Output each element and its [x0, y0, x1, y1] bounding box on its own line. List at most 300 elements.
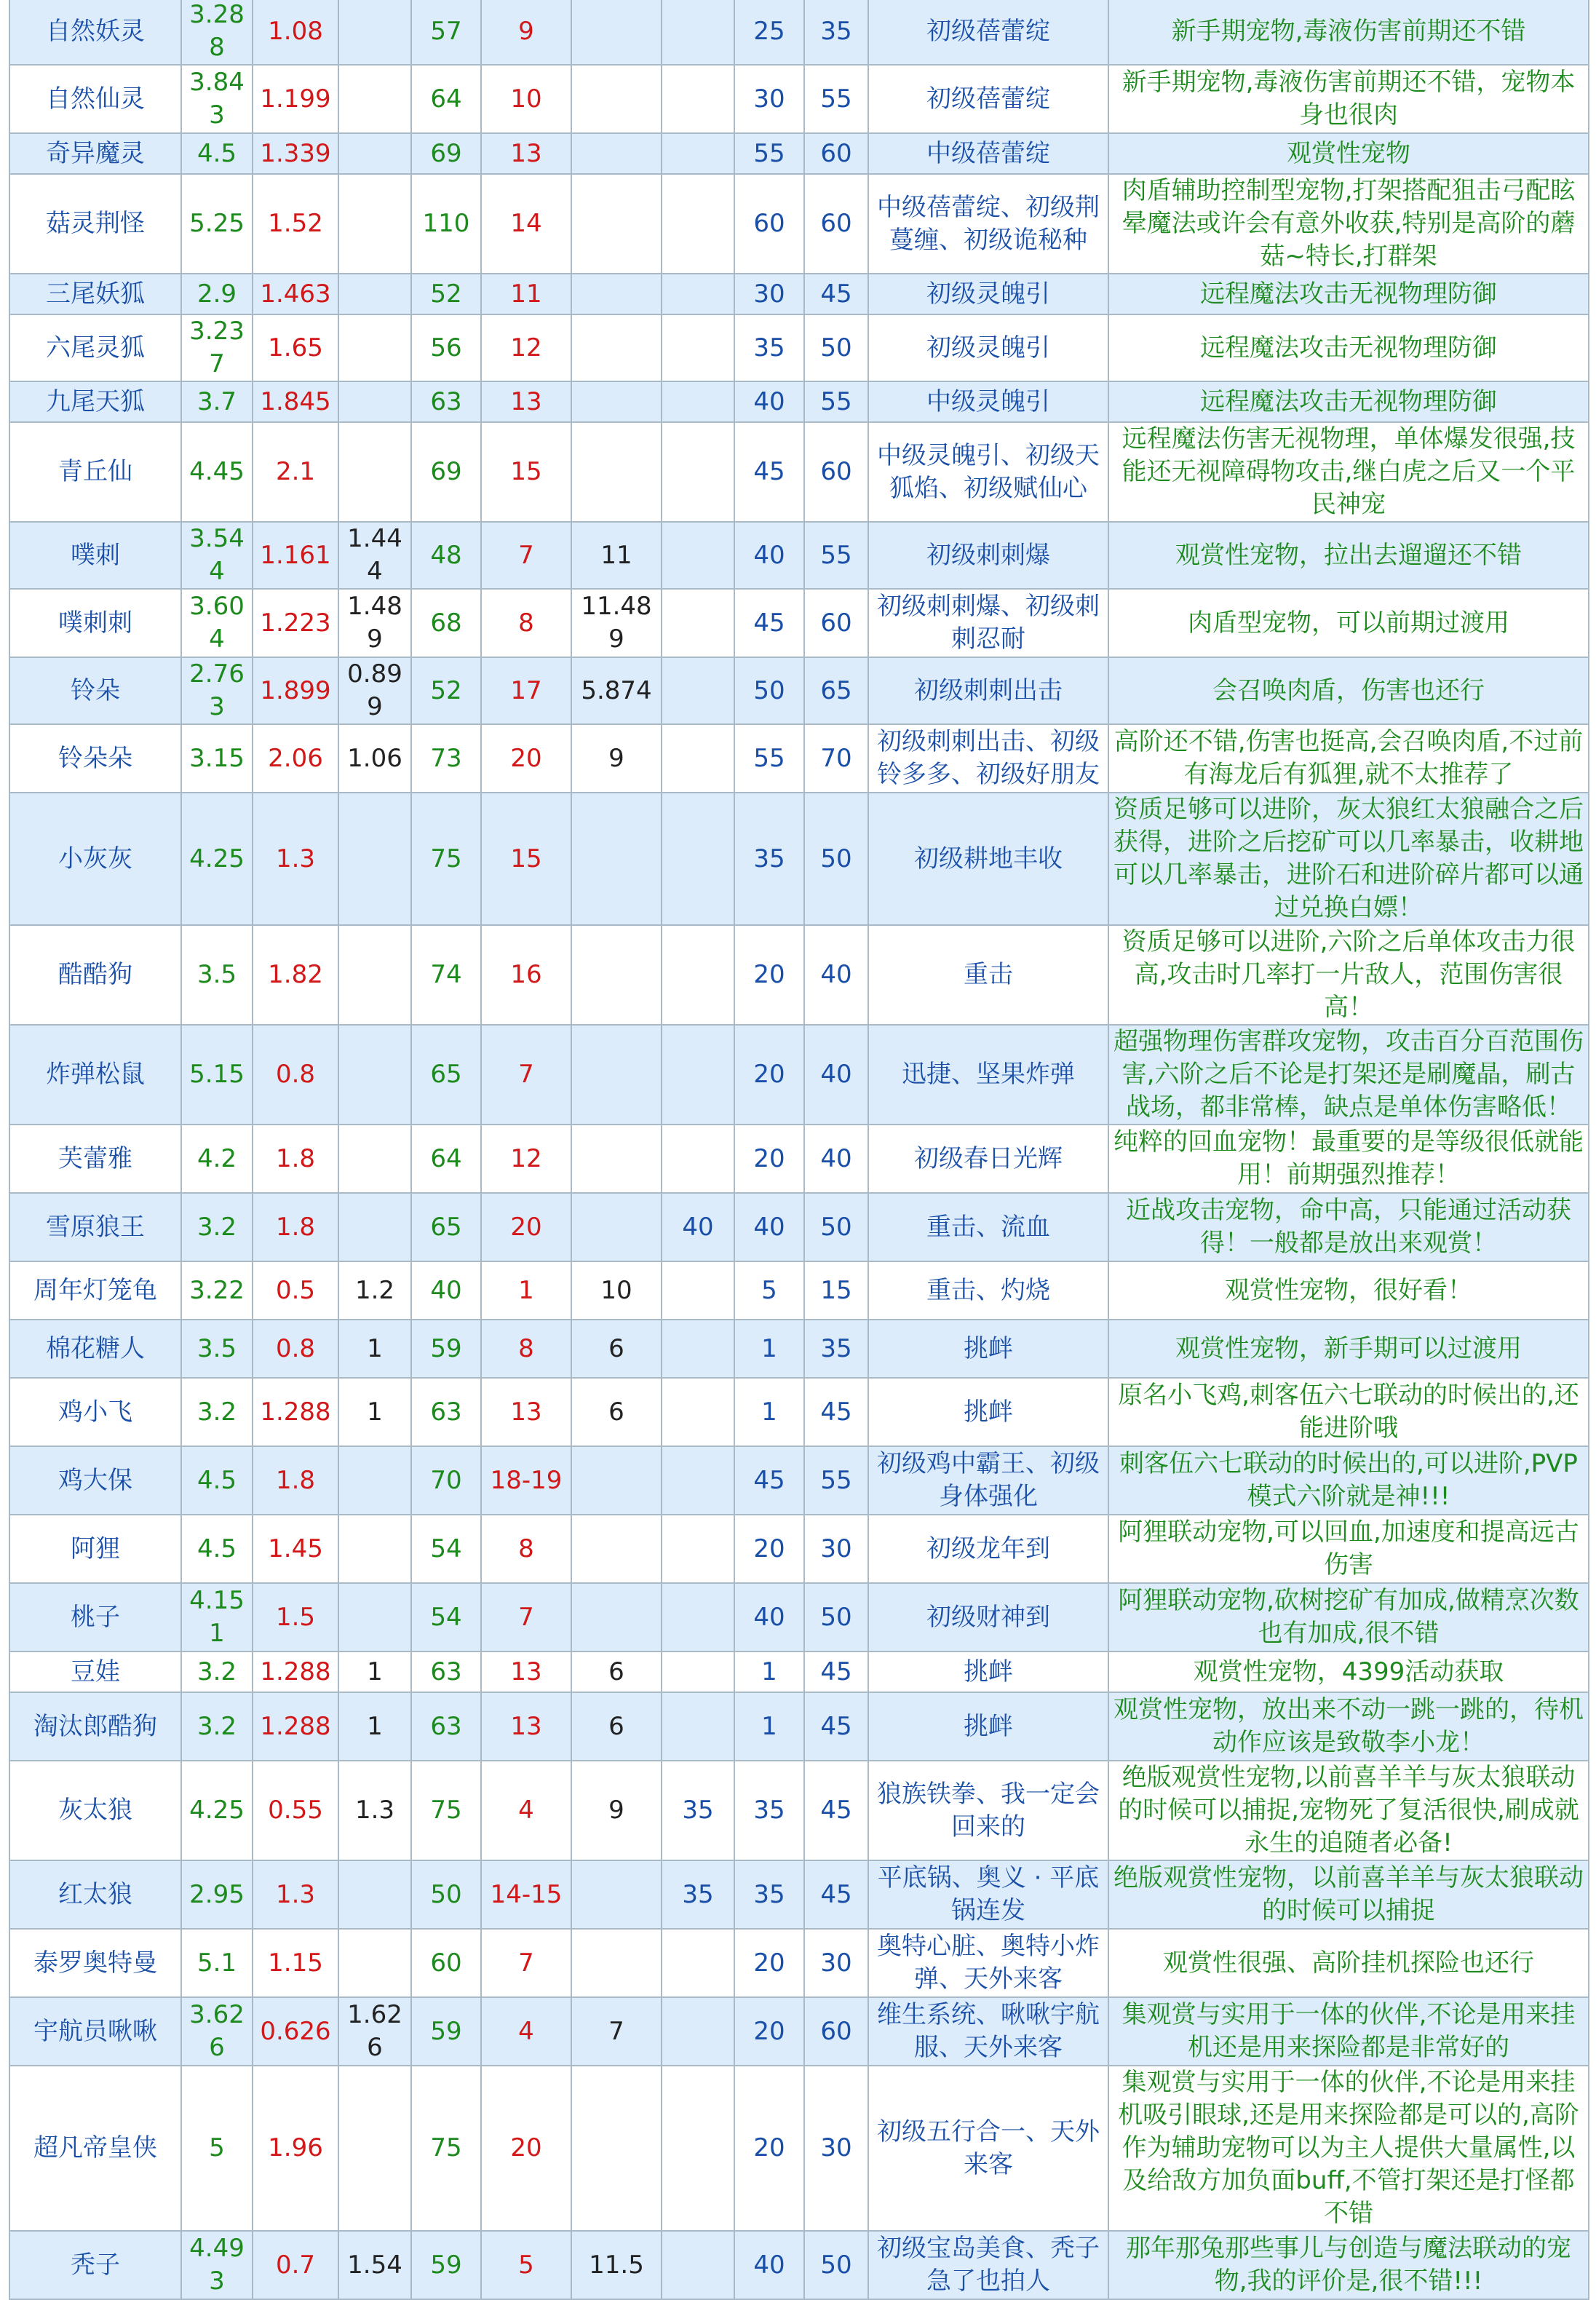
stat-value: 3.2: [181, 1651, 253, 1692]
level-value: 45: [804, 1761, 868, 1860]
pet-description: 阿狸联动宠物,可以回血,加速度和提高远古伤害: [1108, 1515, 1589, 1583]
pet-name: 自然妖灵: [9, 0, 181, 65]
stat-value: [338, 1193, 411, 1261]
stat-value: [662, 314, 734, 381]
stat-value: 5: [481, 2231, 571, 2299]
stat-value: [338, 1929, 411, 1997]
level-value: 1: [734, 1320, 804, 1378]
level-value: 45: [804, 1860, 868, 1929]
stat-value: 4.493: [181, 2231, 253, 2299]
pet-description: 肉盾型宠物，可以前期过渡用: [1108, 589, 1589, 657]
stat-value: [338, 925, 411, 1025]
level-value: 40: [734, 2231, 804, 2299]
stat-value: [338, 793, 411, 925]
pet-skills: 初级蓓蕾绽: [868, 0, 1108, 65]
stat-value: 68: [411, 589, 481, 657]
pet-skills: 重击: [868, 925, 1108, 1025]
level-value: 50: [804, 314, 868, 381]
pet-description: 资质足够可以进阶，灰太狼红太狼融合之后获得，进阶之后挖矿可以几率暴击，收耕地可以几率暴击，进阶石和进阶碎片都可以通过兑换白嫖！: [1108, 793, 1589, 925]
level-value: 35: [734, 1860, 804, 1929]
pet-description: 原名小飞鸡,刺客伍六七联动的时候出的,还能进阶哦: [1108, 1378, 1589, 1446]
stat-value: 1.288: [253, 1692, 338, 1761]
stat-value: 3.2: [181, 1193, 253, 1261]
stat-value: 1.444: [338, 522, 411, 589]
pet-description: 集观赏与实用于一体的伙伴,不论是用来挂机吸引眼球,还是用来探险都是可以的,高阶作为辅助宠物可以为主人提供大量属性,以及给敌方加负面buff,不管打架还是打怪都不错: [1108, 2066, 1589, 2231]
stat-value: 5: [181, 2066, 253, 2231]
level-value: 20: [734, 2066, 804, 2231]
table-row: [9, 1583, 1589, 1651]
stat-value: 1.3: [338, 1761, 411, 1860]
stat-value: 54: [411, 1515, 481, 1583]
stat-value: [662, 1261, 734, 1320]
pet-description: 资质足够可以进阶,六阶之后单体攻击力很高,攻击时几率打一片敌人，范围伤害很高！: [1108, 925, 1589, 1025]
pet-skills: 初级财神到: [868, 1583, 1108, 1651]
stat-value: 8: [481, 589, 571, 657]
stat-value: 1: [481, 1261, 571, 1320]
pet-name: 六尾灵狐: [9, 314, 181, 381]
pet-name: 鸡小飞: [9, 1378, 181, 1446]
pet-skills: 维生系统、啾啾宇航服、天外来客: [868, 1997, 1108, 2066]
stat-value: 73: [411, 724, 481, 793]
stat-value: 6: [571, 1320, 662, 1378]
stat-value: 35: [662, 1761, 734, 1860]
table-row: [9, 925, 1589, 1025]
stat-value: 9: [481, 0, 571, 65]
pet-description: 新手期宠物,毒液伤害前期还不错，宠物本身也很肉: [1108, 65, 1589, 133]
stat-value: 2.9: [181, 274, 253, 314]
level-value: 5: [734, 1261, 804, 1320]
table-row: [9, 2231, 1589, 2299]
stat-value: [338, 1025, 411, 1125]
table-row: [9, 793, 1589, 925]
pet-name: 菇灵荆怪: [9, 174, 181, 274]
level-value: 45: [804, 1651, 868, 1692]
level-value: 40: [804, 1125, 868, 1193]
stat-value: 0.8: [253, 1320, 338, 1378]
stat-value: 3.5: [181, 1320, 253, 1378]
pet-description: 观赏性宠物: [1108, 133, 1589, 174]
stat-value: 20: [481, 2066, 571, 2231]
stat-value: [662, 589, 734, 657]
pet-name: 芙蕾雅: [9, 1125, 181, 1193]
stat-value: 10: [571, 1261, 662, 1320]
stat-value: 65: [411, 1193, 481, 1261]
level-value: 45: [734, 1446, 804, 1515]
table-row: [9, 1761, 1589, 1860]
stat-value: [662, 1515, 734, 1583]
pet-skills: 平底锅、奥义 · 平底锅连发: [868, 1860, 1108, 1929]
stat-value: [662, 2066, 734, 2231]
table-row: [9, 1320, 1589, 1378]
stat-value: 1.463: [253, 274, 338, 314]
table-row: [9, 522, 1589, 589]
stat-value: 7: [481, 1929, 571, 1997]
stat-value: 0.5: [253, 1261, 338, 1320]
stat-value: 16: [481, 925, 571, 1025]
level-value: 60: [734, 174, 804, 274]
stat-value: 4.2: [181, 1125, 253, 1193]
stat-value: [662, 522, 734, 589]
pet-skills: 奥特心脏、奥特小炸弹、天外来客: [868, 1929, 1108, 1997]
table-row: [9, 174, 1589, 274]
pet-name: 淘汰郎酷狗: [9, 1692, 181, 1761]
stat-value: 0.55: [253, 1761, 338, 1860]
pet-description: 观赏性很强、高阶挂机探险也还行: [1108, 1929, 1589, 1997]
pet-name: 豆娃: [9, 1651, 181, 1692]
stat-value: 1.3: [253, 793, 338, 925]
stat-value: 64: [411, 65, 481, 133]
stat-value: 1.8: [253, 1125, 338, 1193]
stat-value: [571, 1193, 662, 1261]
table-row: [9, 657, 1589, 724]
table-row: [9, 1446, 1589, 1515]
level-value: 55: [804, 381, 868, 422]
table-row: [9, 1929, 1589, 1997]
level-value: 35: [734, 793, 804, 925]
stat-value: 35: [662, 1860, 734, 1929]
stat-value: [571, 1125, 662, 1193]
stat-value: 3.843: [181, 65, 253, 133]
stat-value: 9: [571, 1761, 662, 1860]
pet-description: 观赏性宠物，很好看！: [1108, 1261, 1589, 1320]
pet-description: 那年那兔那些事儿与创造与魔法联动的宠物,我的评价是,很不错!!!: [1108, 2231, 1589, 2299]
stat-value: 63: [411, 1651, 481, 1692]
stat-value: 1.8: [253, 1193, 338, 1261]
pet-description: 远程魔法攻击无视物理防御: [1108, 274, 1589, 314]
stat-value: [662, 381, 734, 422]
stat-value: 3.237: [181, 314, 253, 381]
level-value: 20: [734, 1997, 804, 2066]
stat-value: 4.5: [181, 133, 253, 174]
stat-value: [662, 1692, 734, 1761]
stat-value: 2.1: [253, 422, 338, 522]
stat-value: 11: [481, 274, 571, 314]
stat-value: 2.95: [181, 1860, 253, 1929]
stat-value: 56: [411, 314, 481, 381]
stat-value: [571, 1515, 662, 1583]
stat-value: 50: [411, 1860, 481, 1929]
pet-name: 噗刺: [9, 522, 181, 589]
stat-value: 1.899: [253, 657, 338, 724]
stat-value: [662, 1997, 734, 2066]
pet-description: 会召唤肉盾，伤害也还行: [1108, 657, 1589, 724]
table-row: [9, 589, 1589, 657]
stat-value: [662, 274, 734, 314]
stat-value: 1.489: [338, 589, 411, 657]
level-value: 40: [734, 1193, 804, 1261]
stat-value: 11: [571, 522, 662, 589]
stat-value: 1.3: [253, 1860, 338, 1929]
stat-value: 7: [481, 522, 571, 589]
stat-value: [571, 925, 662, 1025]
level-value: 45: [804, 1378, 868, 1446]
pet-skills: 挑衅: [868, 1692, 1108, 1761]
level-value: 20: [734, 1929, 804, 1997]
pet-name: 自然仙灵: [9, 65, 181, 133]
stat-value: 13: [481, 133, 571, 174]
pet-description: 集观赏与实用于一体的伙伴,不论是用来挂机还是用来探险都是非常好的: [1108, 1997, 1589, 2066]
pet-name: 铃朵朵: [9, 724, 181, 793]
stat-value: 3.544: [181, 522, 253, 589]
level-value: 55: [804, 1446, 868, 1515]
stat-value: 75: [411, 2066, 481, 2231]
stat-value: 13: [481, 1378, 571, 1446]
pet-description: 新手期宠物,毒液伤害前期还不错: [1108, 0, 1589, 65]
stat-value: 54: [411, 1583, 481, 1651]
stat-value: [338, 381, 411, 422]
pet-name: 噗刺刺: [9, 589, 181, 657]
level-value: 45: [804, 274, 868, 314]
stat-value: [338, 1860, 411, 1929]
pet-name: 超凡帝皇侠: [9, 2066, 181, 2231]
pet-skills: 挑衅: [868, 1651, 1108, 1692]
stat-value: 4.25: [181, 793, 253, 925]
table-row: [9, 1193, 1589, 1261]
stat-value: [662, 925, 734, 1025]
table-row: [9, 314, 1589, 381]
stat-value: [662, 65, 734, 133]
level-value: 45: [734, 589, 804, 657]
pet-description: 观赏性宠物，放出来不动一跳一跳的，待机动作应该是致敬李小龙！: [1108, 1692, 1589, 1761]
stat-value: 18-19: [481, 1446, 571, 1515]
pet-skills: 重击、流血: [868, 1193, 1108, 1261]
pet-name: 奇异魔灵: [9, 133, 181, 174]
stat-value: 0.899: [338, 657, 411, 724]
pet-skills: 挑衅: [868, 1320, 1108, 1378]
stat-value: 5.15: [181, 1025, 253, 1125]
table-row: [9, 724, 1589, 793]
pet-name: 鸡大保: [9, 1446, 181, 1515]
stat-value: [338, 174, 411, 274]
level-value: 55: [734, 724, 804, 793]
stat-value: [571, 2066, 662, 2231]
stat-value: [338, 65, 411, 133]
stat-value: 6: [571, 1378, 662, 1446]
stat-value: 7: [481, 1025, 571, 1125]
stat-value: 40: [662, 1193, 734, 1261]
stat-value: 1.626: [338, 1997, 411, 2066]
stat-value: 63: [411, 1378, 481, 1446]
stat-value: [338, 1125, 411, 1193]
pet-name: 宇航员啾啾: [9, 1997, 181, 2066]
pet-description: 绝版观赏性宠物，以前喜羊羊与灰太狼联动的时候可以捕捉: [1108, 1860, 1589, 1929]
stat-value: 3.2: [181, 1378, 253, 1446]
stat-value: 40: [411, 1261, 481, 1320]
stat-value: 1.223: [253, 589, 338, 657]
table-row: [9, 381, 1589, 422]
pet-description: 纯粹的回血宠物！最重要的是等级很低就能用！前期强烈推荐！: [1108, 1125, 1589, 1193]
stat-value: [662, 724, 734, 793]
stat-value: 12: [481, 1125, 571, 1193]
stat-value: [662, 1929, 734, 1997]
level-value: 70: [804, 724, 868, 793]
stat-value: 1: [338, 1320, 411, 1378]
stat-value: 4: [481, 1997, 571, 2066]
level-value: 30: [804, 1929, 868, 1997]
stat-value: [338, 314, 411, 381]
level-value: 50: [734, 657, 804, 724]
stat-value: 8: [481, 1515, 571, 1583]
stat-value: 64: [411, 1125, 481, 1193]
level-value: 50: [804, 793, 868, 925]
pet-name: 三尾妖狐: [9, 274, 181, 314]
level-value: 45: [804, 1692, 868, 1761]
stat-value: 12: [481, 314, 571, 381]
table-row: [9, 133, 1589, 174]
level-value: 1: [734, 1378, 804, 1446]
table-row: [9, 65, 1589, 133]
stat-value: [338, 2066, 411, 2231]
stat-value: [571, 314, 662, 381]
stat-value: 1.96: [253, 2066, 338, 2231]
pet-skills: 初级鸡中霸王、初级身体强化: [868, 1446, 1108, 1515]
pet-name: 周年灯笼龟: [9, 1261, 181, 1320]
pet-skills: 初级刺刺出击: [868, 657, 1108, 724]
pet-name: 泰罗奥特曼: [9, 1929, 181, 1997]
level-value: 25: [734, 0, 804, 65]
pet-skills: 迅捷、坚果炸弹: [868, 1025, 1108, 1125]
level-value: 20: [734, 1025, 804, 1125]
stat-value: 11.5: [571, 2231, 662, 2299]
pet-skills: 中级灵魄引、初级天狐焰、初级赋仙心: [868, 422, 1108, 522]
stat-value: [571, 174, 662, 274]
level-value: 1: [734, 1651, 804, 1692]
pet-description: 近战攻击宠物，命中高，只能通过活动获得！一般都是放出来观赏！: [1108, 1193, 1589, 1261]
pet-name: 红太狼: [9, 1860, 181, 1929]
stat-value: 65: [411, 1025, 481, 1125]
stat-value: 2.06: [253, 724, 338, 793]
stat-value: [662, 1583, 734, 1651]
pet-name: 棉花糖人: [9, 1320, 181, 1378]
level-value: 50: [804, 1583, 868, 1651]
stat-value: [338, 422, 411, 522]
stat-value: [571, 274, 662, 314]
stat-value: [338, 0, 411, 65]
stat-value: [662, 657, 734, 724]
pet-description: 阿狸联动宠物,砍树挖矿有加成,做精烹次数也有加成,很不错: [1108, 1583, 1589, 1651]
level-value: 30: [734, 65, 804, 133]
pet-description: 观赏性宠物，拉出去遛遛还不错: [1108, 522, 1589, 589]
level-value: 60: [804, 133, 868, 174]
stat-value: 3.604: [181, 589, 253, 657]
stat-value: 14: [481, 174, 571, 274]
stat-value: 3.626: [181, 1997, 253, 2066]
stat-value: 3.7: [181, 381, 253, 422]
level-value: 30: [804, 1515, 868, 1583]
stat-value: 1: [338, 1651, 411, 1692]
stat-value: 14-15: [481, 1860, 571, 1929]
pet-name: 阿狸: [9, 1515, 181, 1583]
stat-value: [571, 0, 662, 65]
stat-value: 13: [481, 1651, 571, 1692]
level-value: 20: [734, 925, 804, 1025]
pet-skills: 中级蓓蕾绽: [868, 133, 1108, 174]
level-value: 40: [804, 1025, 868, 1125]
pet-skills: 初级蓓蕾绽: [868, 65, 1108, 133]
pet-skills: 初级宝岛美食、秃子急了也拍人: [868, 2231, 1108, 2299]
stat-value: [662, 2231, 734, 2299]
level-value: 35: [804, 1320, 868, 1378]
level-value: 20: [734, 1515, 804, 1583]
stat-value: 1.339: [253, 133, 338, 174]
table-row: [9, 1860, 1589, 1929]
stat-value: 20: [481, 1193, 571, 1261]
level-value: 50: [804, 2231, 868, 2299]
pet-name: 铃朵: [9, 657, 181, 724]
stat-value: 74: [411, 925, 481, 1025]
stat-value: [571, 422, 662, 522]
stat-value: [662, 793, 734, 925]
level-value: 65: [804, 657, 868, 724]
pet-name: 灰太狼: [9, 1761, 181, 1860]
stat-value: 60: [411, 1929, 481, 1997]
stat-value: 0.626: [253, 1997, 338, 2066]
stat-value: [662, 1125, 734, 1193]
stat-value: 20: [481, 724, 571, 793]
table-row: [9, 1261, 1589, 1320]
stat-value: 1.54: [338, 2231, 411, 2299]
stat-value: [571, 1583, 662, 1651]
level-value: 60: [804, 589, 868, 657]
stat-value: [571, 1860, 662, 1929]
pet-skills: 初级灵魄引: [868, 274, 1108, 314]
pet-description: 观赏性宠物，新手期可以过渡用: [1108, 1320, 1589, 1378]
stat-value: 13: [481, 1692, 571, 1761]
stat-value: 63: [411, 1692, 481, 1761]
stat-value: 1.8: [253, 1446, 338, 1515]
level-value: 30: [804, 2066, 868, 2231]
stat-value: 7: [481, 1583, 571, 1651]
stat-value: 10: [481, 65, 571, 133]
stat-value: 17: [481, 657, 571, 724]
pet-description: 超强物理伤害群攻宠物，攻击百分百范围伤害,六阶之后不论是打架还是刷魔晶，刷古战场，都非常棒，缺点是单体伤害略低！: [1108, 1025, 1589, 1125]
stat-value: 1.15: [253, 1929, 338, 1997]
stat-value: 70: [411, 1446, 481, 1515]
stat-value: [338, 1446, 411, 1515]
table-row: [9, 0, 1589, 65]
stat-value: 59: [411, 1997, 481, 2066]
pet-name: 雪原狼王: [9, 1193, 181, 1261]
pet-name: 桃子: [9, 1583, 181, 1651]
pet-name: 九尾天狐: [9, 381, 181, 422]
stat-value: [571, 133, 662, 174]
stat-value: 0.8: [253, 1025, 338, 1125]
pet-skills: 初级刺刺爆: [868, 522, 1108, 589]
stat-value: 4: [481, 1761, 571, 1860]
level-value: 40: [734, 381, 804, 422]
stat-value: 15: [481, 422, 571, 522]
stat-value: [338, 133, 411, 174]
pet-name: 秃子: [9, 2231, 181, 2299]
stat-value: 1: [338, 1378, 411, 1446]
level-value: 60: [804, 1997, 868, 2066]
table-row: [9, 1997, 1589, 2066]
level-value: 55: [804, 65, 868, 133]
stat-value: 3.15: [181, 724, 253, 793]
stat-value: 5.25: [181, 174, 253, 274]
stat-value: 110: [411, 174, 481, 274]
pet-description: 刺客伍六七联动的时候出的,可以进阶,PVP模式六阶就是神!!!: [1108, 1446, 1589, 1515]
pet-skills: 初级龙年到: [868, 1515, 1108, 1583]
stat-value: 1: [338, 1692, 411, 1761]
stat-value: 1.2: [338, 1261, 411, 1320]
stat-value: 3.288: [181, 0, 253, 65]
stat-value: 1.5: [253, 1583, 338, 1651]
stat-value: [571, 1929, 662, 1997]
level-value: 55: [734, 133, 804, 174]
stat-value: [571, 381, 662, 422]
table-row: [9, 1692, 1589, 1761]
